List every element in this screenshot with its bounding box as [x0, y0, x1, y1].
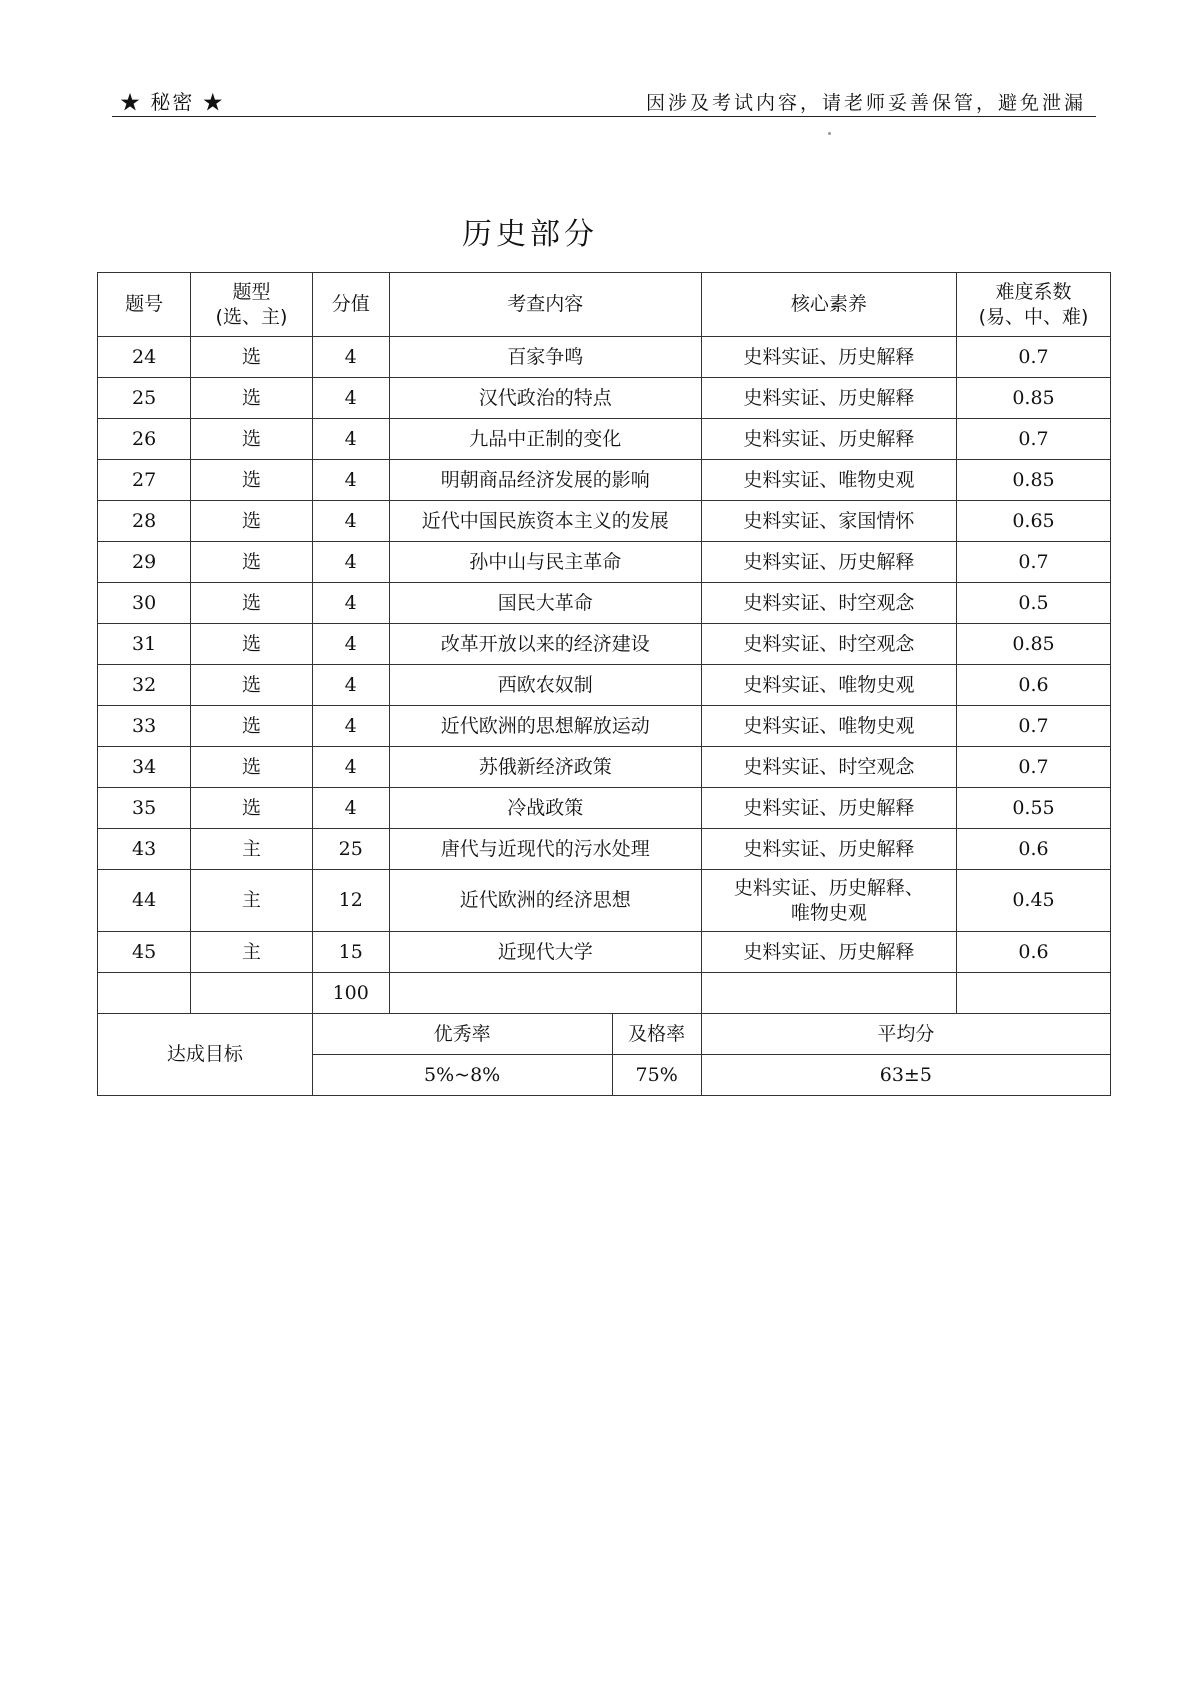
- cell-score: 4: [312, 706, 389, 747]
- pass-rate-value: 75%: [612, 1055, 701, 1096]
- cell-difficulty: 0.65: [956, 501, 1110, 542]
- excellent-rate-value: 5%~8%: [312, 1055, 612, 1096]
- cell-difficulty: 0.5: [956, 583, 1110, 624]
- cell-num: 28: [98, 501, 191, 542]
- col-header-num: 题号: [98, 273, 191, 337]
- col-header-core: 核心素养: [701, 273, 956, 337]
- cell-type: 选: [191, 624, 313, 665]
- cell-difficulty: 0.85: [956, 378, 1110, 419]
- goal-label: 达成目标: [98, 1014, 313, 1096]
- cell-type: [191, 973, 313, 1014]
- cell-content: 百家争鸣: [389, 337, 701, 378]
- table-row: [98, 624, 1111, 665]
- cell-difficulty: 0.7: [956, 419, 1110, 460]
- scan-speck: [828, 132, 831, 135]
- cell-difficulty: [956, 973, 1110, 1014]
- cell-score: 4: [312, 583, 389, 624]
- cell-difficulty: 0.85: [956, 460, 1110, 501]
- excellent-rate-label: 优秀率: [312, 1014, 612, 1055]
- cell-score: 4: [312, 501, 389, 542]
- cell-content: 唐代与近现代的污水处理: [389, 829, 701, 870]
- cell-content: 九品中正制的变化: [389, 419, 701, 460]
- cell-core: 史料实证、历史解释: [701, 788, 956, 829]
- confidential-mark: ★ 秘密 ★: [120, 90, 225, 114]
- table-row: [98, 829, 1111, 870]
- table-row: [98, 337, 1111, 378]
- cell-type: 主: [191, 870, 313, 932]
- col-header-score: 分值: [312, 273, 389, 337]
- col-header-difficulty: 难度系数 (易、中、难): [956, 273, 1110, 337]
- cell-content: 近代中国民族资本主义的发展: [389, 501, 701, 542]
- cell-type: 选: [191, 747, 313, 788]
- cell-type: 选: [191, 788, 313, 829]
- cell-type: 选: [191, 460, 313, 501]
- cell-type: 主: [191, 932, 313, 973]
- table-row: [98, 542, 1111, 583]
- total-score: 100: [312, 973, 389, 1014]
- cell-difficulty: 0.6: [956, 829, 1110, 870]
- cell-type: 主: [191, 829, 313, 870]
- cell-num: 30: [98, 583, 191, 624]
- pass-rate-label: 及格率: [612, 1014, 701, 1055]
- table-row: [98, 788, 1111, 829]
- cell-difficulty: 0.55: [956, 788, 1110, 829]
- cell-content: 改革开放以来的经济建设: [389, 624, 701, 665]
- cell-num: 44: [98, 870, 191, 932]
- cell-core: 史料实证、唯物史观: [701, 706, 956, 747]
- cell-score: 4: [312, 378, 389, 419]
- cell-type: 选: [191, 583, 313, 624]
- cell-score: 4: [312, 337, 389, 378]
- cell-score: 4: [312, 788, 389, 829]
- cell-difficulty: 0.7: [956, 337, 1110, 378]
- cell-content: 近代欧洲的思想解放运动: [389, 706, 701, 747]
- cell-content: 汉代政治的特点: [389, 378, 701, 419]
- table-row: [98, 665, 1111, 706]
- table-row: [98, 419, 1111, 460]
- table-row: [98, 583, 1111, 624]
- cell-type: 选: [191, 542, 313, 583]
- col-header-content: 考查内容: [389, 273, 701, 337]
- cell-score: 4: [312, 419, 389, 460]
- table-row: [98, 870, 1111, 932]
- cell-core: [701, 973, 956, 1014]
- cell-core: 史料实证、时空观念: [701, 583, 956, 624]
- cell-score: 25: [312, 829, 389, 870]
- cell-num: 29: [98, 542, 191, 583]
- cell-num: 43: [98, 829, 191, 870]
- cell-score: 4: [312, 747, 389, 788]
- cell-type: 选: [191, 419, 313, 460]
- cell-num: 34: [98, 747, 191, 788]
- table-row: [98, 460, 1111, 501]
- average-score-value: 63±5: [701, 1055, 1110, 1096]
- cell-num: 32: [98, 665, 191, 706]
- cell-num: 24: [98, 337, 191, 378]
- cell-core: 史料实证、时空观念: [701, 624, 956, 665]
- cell-num: 25: [98, 378, 191, 419]
- cell-type: 选: [191, 665, 313, 706]
- cell-type: 选: [191, 706, 313, 747]
- cell-content: 近现代大学: [389, 932, 701, 973]
- goal-label-row: [98, 1014, 1111, 1055]
- cell-content: 冷战政策: [389, 788, 701, 829]
- cell-num: 35: [98, 788, 191, 829]
- cell-type: 选: [191, 378, 313, 419]
- cell-num: 31: [98, 624, 191, 665]
- cell-score: 12: [312, 870, 389, 932]
- cell-num: 26: [98, 419, 191, 460]
- cell-difficulty: 0.6: [956, 932, 1110, 973]
- table-row: [98, 706, 1111, 747]
- cell-difficulty: 0.6: [956, 665, 1110, 706]
- cell-core: 史料实证、时空观念: [701, 747, 956, 788]
- cell-core: 史料实证、历史解释、 唯物史观: [701, 870, 956, 932]
- cell-difficulty: 0.7: [956, 747, 1110, 788]
- cell-num: 33: [98, 706, 191, 747]
- cell-num: 45: [98, 932, 191, 973]
- page-title: 历史部分: [462, 217, 598, 252]
- cell-type: 选: [191, 501, 313, 542]
- page-header: [112, 84, 1096, 117]
- cell-difficulty: 0.7: [956, 706, 1110, 747]
- exam-analysis-table: [97, 272, 1111, 1096]
- cell-core: 史料实证、历史解释: [701, 419, 956, 460]
- cell-content: 明朝商品经济发展的影响: [389, 460, 701, 501]
- total-row: [98, 973, 1111, 1014]
- cell-content: 孙中山与民主革命: [389, 542, 701, 583]
- table-row: [98, 378, 1111, 419]
- cell-core: 史料实证、历史解释: [701, 829, 956, 870]
- cell-score: 4: [312, 542, 389, 583]
- confidential-notice: 因涉及考试内容，请老师妥善保管，避免泄漏: [645, 92, 1086, 114]
- cell-difficulty: 0.45: [956, 870, 1110, 932]
- cell-type: 选: [191, 337, 313, 378]
- cell-score: 4: [312, 665, 389, 706]
- cell-core: 史料实证、唯物史观: [701, 665, 956, 706]
- cell-content: 国民大革命: [389, 583, 701, 624]
- cell-core: 史料实证、历史解释: [701, 932, 956, 973]
- cell-content: 西欧农奴制: [389, 665, 701, 706]
- cell-content: 苏俄新经济政策: [389, 747, 701, 788]
- cell-content: 近代欧洲的经济思想: [389, 870, 701, 932]
- cell-score: 4: [312, 460, 389, 501]
- cell-core: 史料实证、唯物史观: [701, 460, 956, 501]
- cell-difficulty: 0.85: [956, 624, 1110, 665]
- cell-core: 史料实证、家国情怀: [701, 501, 956, 542]
- table-row: [98, 747, 1111, 788]
- cell-score: 4: [312, 624, 389, 665]
- cell-score: 15: [312, 932, 389, 973]
- cell-difficulty: 0.7: [956, 542, 1110, 583]
- cell-num: 27: [98, 460, 191, 501]
- col-header-type: 题型 (选、主): [191, 273, 313, 337]
- cell-content: [389, 973, 701, 1014]
- cell-core: 史料实证、历史解释: [701, 337, 956, 378]
- cell-core: 史料实证、历史解释: [701, 542, 956, 583]
- table-row: [98, 932, 1111, 973]
- cell-num: [98, 973, 191, 1014]
- cell-core: 史料实证、历史解释: [701, 378, 956, 419]
- average-score-label: 平均分: [701, 1014, 1110, 1055]
- table-header-row: [98, 273, 1111, 337]
- table-row: [98, 501, 1111, 542]
